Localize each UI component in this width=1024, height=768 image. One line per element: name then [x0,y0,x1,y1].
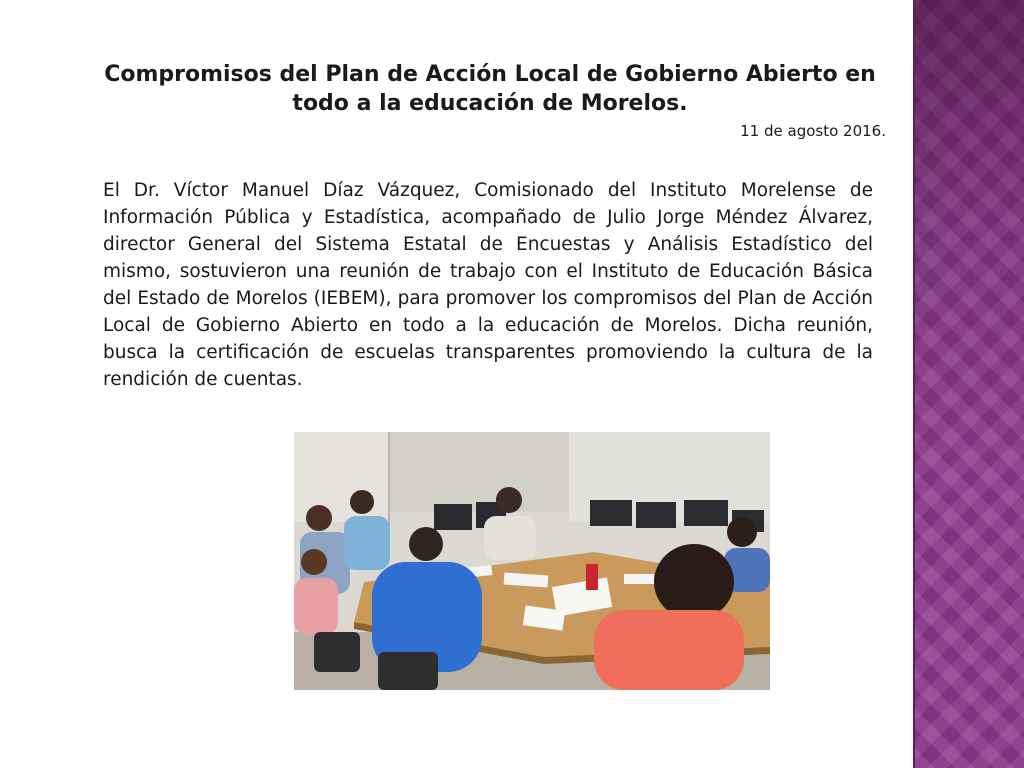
decorative-side-band [913,0,1024,768]
page-title: Compromisos del Plan de Acción Local de Gobierno Abierto en todo a la educación de Morelos. [104,62,876,116]
body-paragraph: El Dr. Víctor Manuel Díaz Vázquez, Comisionado del Instituto Morelense de Información Pública y Estadística, acompañado de Julio Jorge Méndez Álvarez, director General del Sistema Estatal de Encuestas y Análisis Estadístico del mismo, sostuvieron una reunión de trabajo con el Instituto de Educación Básica del Estado de Morelos (IEBEM), para promover los compromisos del Plan de Acción Local de Gobierno Abierto en todo a la educación de Morelos. Dicha reunión, busca la certificación de escuelas transparentes promoviendo la cultura de la rendición de cuentas. [103,180,873,390]
meeting-photo [294,432,770,690]
document-date: 11 de agosto 2016. [740,122,886,140]
